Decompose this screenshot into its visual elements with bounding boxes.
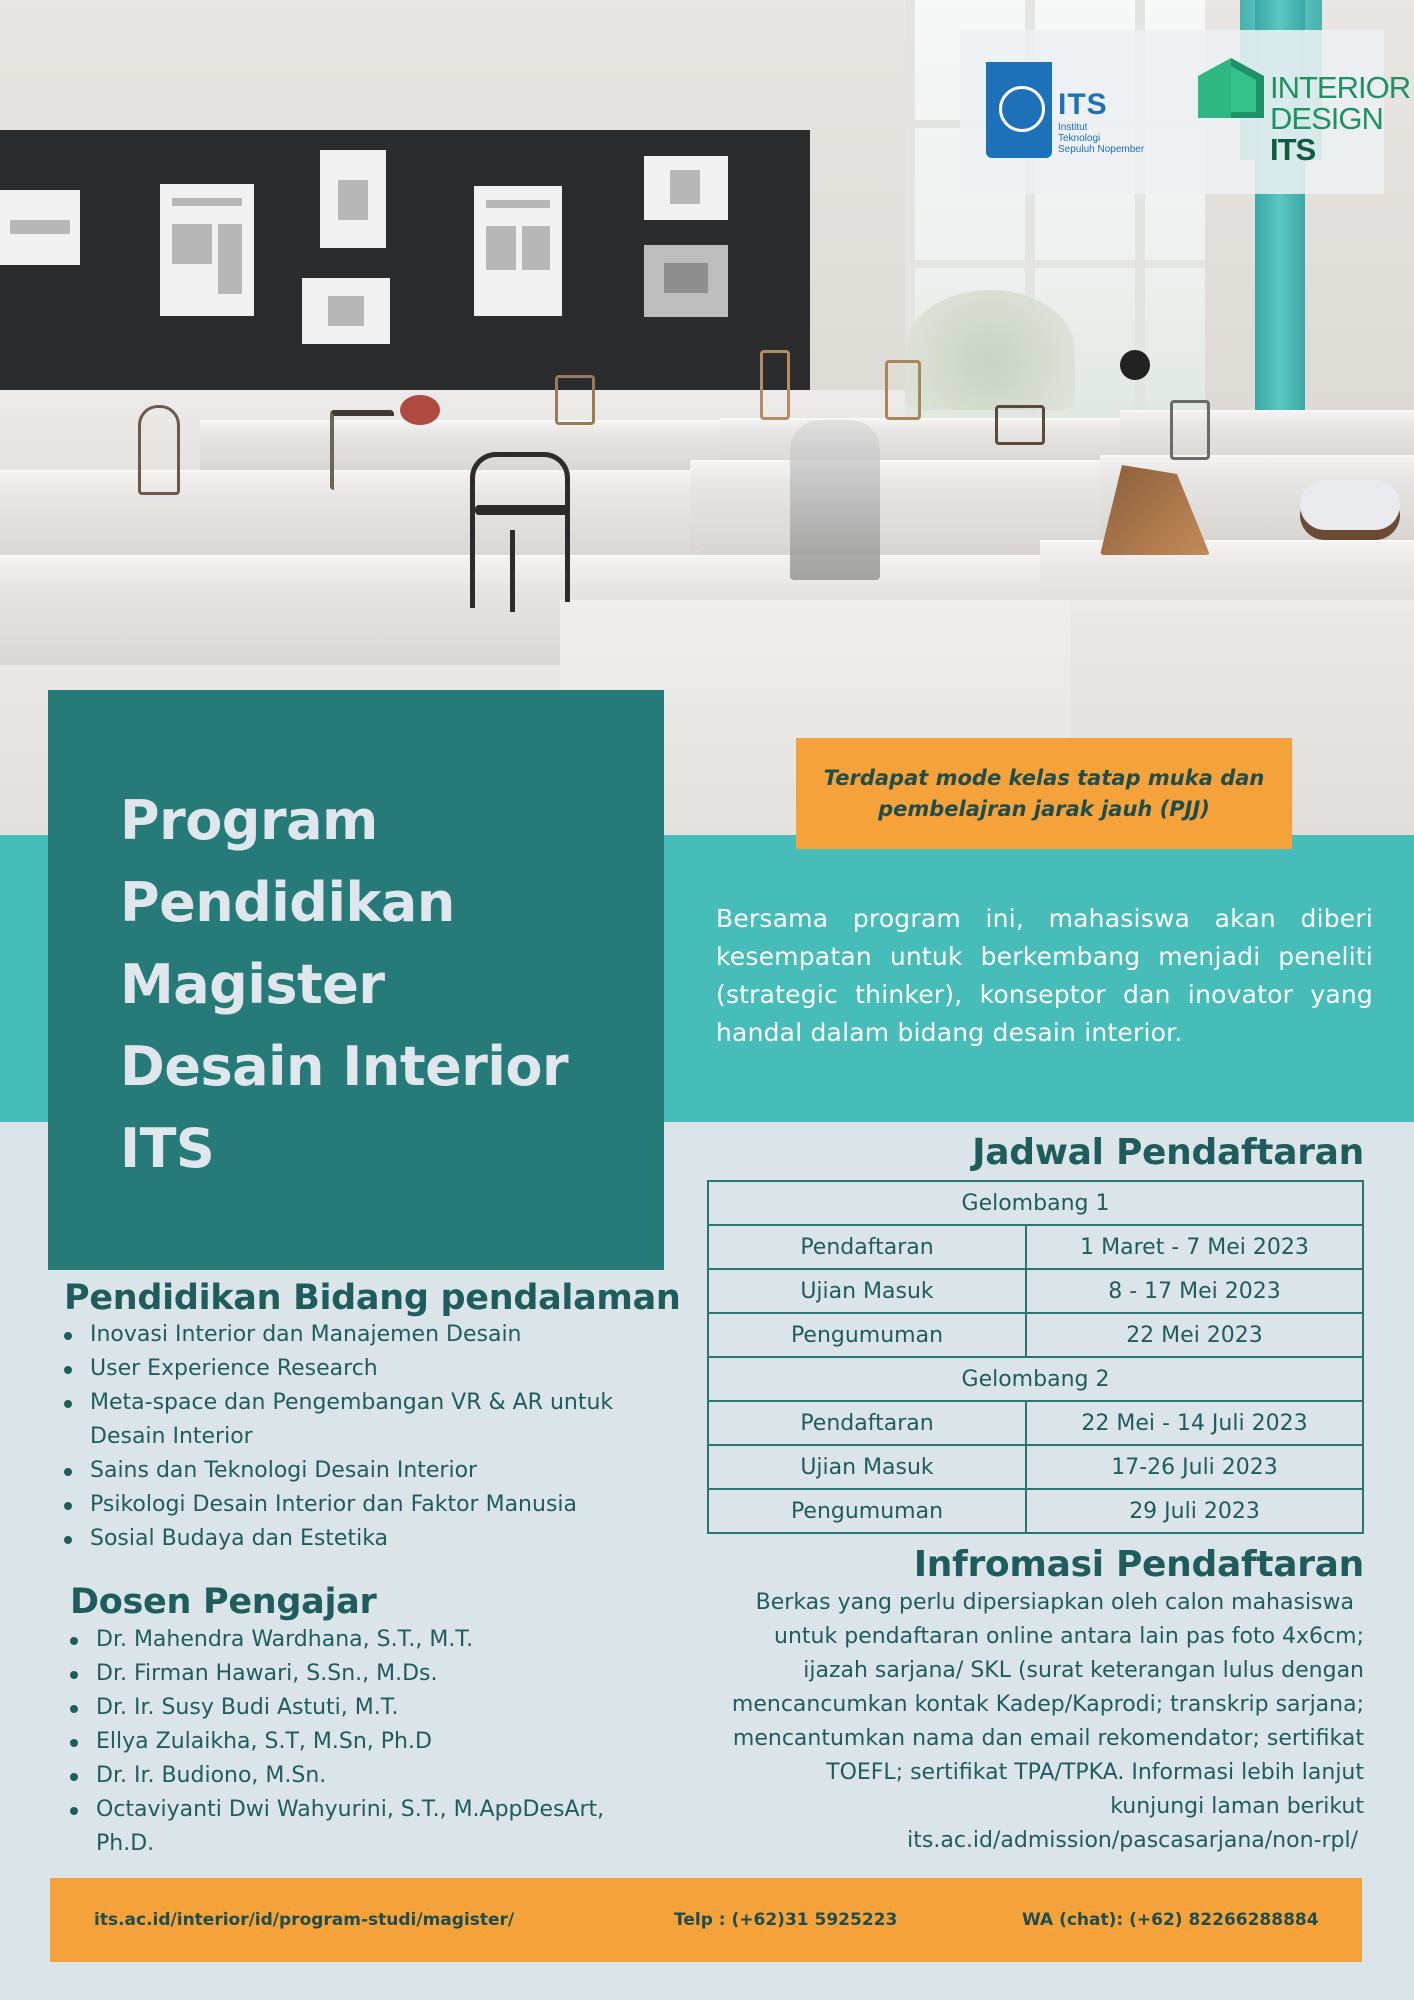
- table-row: [708, 1489, 1363, 1533]
- table-row: [708, 1445, 1363, 1489]
- jadwal-title: Jadwal Pendaftaran: [972, 1132, 1364, 1173]
- table-row: [708, 1357, 1363, 1401]
- gelombang-label: Gelombang 1: [708, 1181, 1363, 1225]
- dosen-list: [66, 1623, 666, 1861]
- table-cell: Ujian Masuk: [708, 1269, 1026, 1313]
- list-item: Sains dan Teknologi Desain Interior: [60, 1454, 660, 1488]
- info-title: Infromasi Pendaftaran: [913, 1544, 1364, 1585]
- table-cell: 22 Mei 2023: [1026, 1313, 1363, 1357]
- table-cell: 29 Juli 2023: [1026, 1489, 1363, 1533]
- table-cell: Ujian Masuk: [708, 1445, 1026, 1489]
- gelombang-label: Gelombang 2: [708, 1357, 1363, 1401]
- footer-wa: WA (chat): (+62) 82266288884: [1022, 1910, 1319, 1930]
- admission-link[interactable]: its.ac.id/admission/pascasarjana/non-rpl/: [907, 1828, 1358, 1853]
- list-item: Meta-space dan Pengembangan VR & AR untuk Desain Interior: [60, 1386, 620, 1454]
- list-item: Dr. Firman Hawari, S.Sn., M.Ds.: [66, 1657, 666, 1691]
- list-item: Ellya Zulaikha, S.T, M.Sn, Ph.D: [66, 1725, 666, 1759]
- table-cell: 17-26 Juli 2023: [1026, 1445, 1363, 1489]
- list-item: User Experience Research: [60, 1352, 660, 1386]
- list-item: Psikologi Desain Interior dan Faktor Manusia: [60, 1488, 660, 1522]
- table-row: [708, 1401, 1363, 1445]
- table-cell: Pendaftaran: [708, 1401, 1026, 1445]
- logo-box: [960, 30, 1411, 194]
- intro-paragraph: Bersama program ini, mahasiswa akan diberi kesempatan untuk berkembang menjadi peneliti (strategic thinker), konseptor dan inovator yang handal dalam bidang desain interior.: [716, 904, 1373, 1047]
- table-row: [708, 1269, 1363, 1313]
- its-logo-word: ITS: [1058, 88, 1108, 121]
- schedule-table: [707, 1180, 1364, 1534]
- info-paragraph: Berkas yang perlu dipersiapkan oleh calon mahasiswa untuk pendaftaran online antara lain pas foto 4x6cm; ijazah sarjana/ SKL (surat keterangan lulus dengan mencancumkan kontak Kadep/Kaprodi; transkrip sarjana; mencantumkan nama dan email rekomendator; sertifikat TOEFL; sertifikat TPA/TPKA. Informasi lebih lanjut kunjungi laman berikut its.ac.id/admission/pascasarjana/non-rpl/: [704, 1586, 1364, 1858]
- dosen-title: Dosen Pengajar: [70, 1582, 377, 1622]
- table-row: [708, 1225, 1363, 1269]
- tree-shape: [905, 290, 1075, 410]
- table-cell: Pendaftaran: [708, 1225, 1026, 1269]
- table-cell: 1 Maret - 7 Mei 2023: [1026, 1225, 1363, 1269]
- page-title: Program Pendidikan Magister Desain Interior ITS: [120, 789, 569, 1180]
- bidang-list: [60, 1318, 660, 1556]
- table-cell: 8 - 17 Mei 2023: [1026, 1269, 1363, 1313]
- list-item: Dr. Ir. Budiono, M.Sn.: [66, 1759, 666, 1793]
- footer-website-link[interactable]: its.ac.id/interior/id/program-studi/magister/: [94, 1910, 515, 1930]
- its-shield-icon: [986, 62, 1052, 158]
- interior-design-house-icon: [1196, 56, 1266, 122]
- interior-design-its-logo: INTERIOR DESIGN ITS: [1270, 70, 1411, 167]
- list-item: Octaviyanti Dwi Wahyurini, S.T., M.AppDesArt, Ph.D.: [66, 1793, 626, 1861]
- table-cell: Pengumuman: [708, 1489, 1026, 1533]
- class-mode-note: Terdapat mode kelas tatap muka dan pembelajran jarak jauh (PJJ): [796, 738, 1292, 849]
- table-cell: Pengumuman: [708, 1313, 1026, 1357]
- list-item: Inovasi Interior dan Manajemen Desain: [60, 1318, 660, 1352]
- bidang-title: Pendidikan Bidang pendalaman: [64, 1278, 681, 1318]
- list-item: Sosial Budaya dan Estetika: [60, 1522, 660, 1556]
- footer-telp: Telp : (+62)31 5925223: [674, 1910, 898, 1930]
- display-board: [0, 130, 810, 390]
- title-card: [48, 690, 664, 1270]
- list-item: Dr. Ir. Susy Budi Astuti, M.T.: [66, 1691, 666, 1725]
- table-row: [708, 1313, 1363, 1357]
- table-cell: 22 Mei - 14 Juli 2023: [1026, 1401, 1363, 1445]
- table-row: [708, 1181, 1363, 1225]
- list-item: Dr. Mahendra Wardhana, S.T., M.T.: [66, 1623, 666, 1657]
- its-logo-subtitle: Institut Teknologi Sepuluh Nopember: [1058, 122, 1145, 155]
- footer-bar: [50, 1878, 1362, 1962]
